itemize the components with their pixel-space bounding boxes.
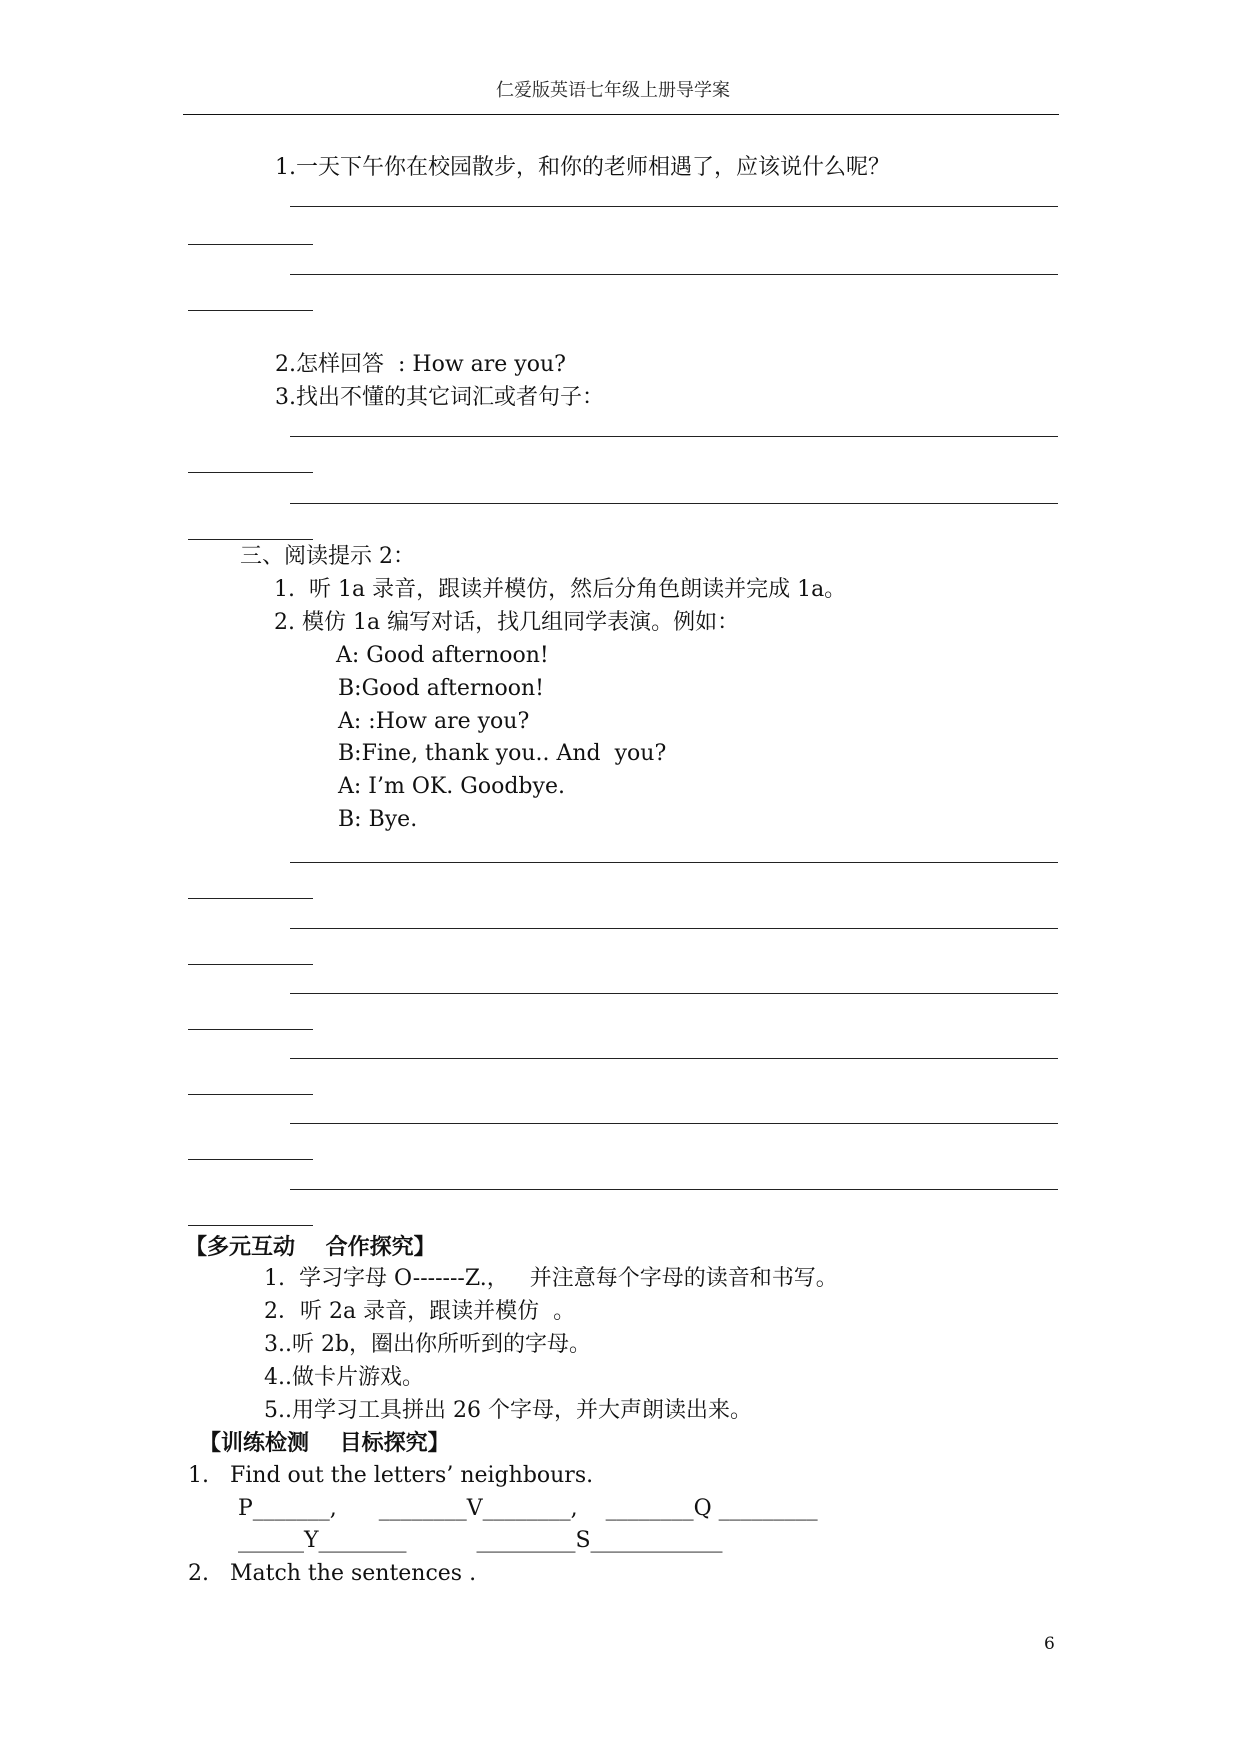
question-1: 1.一天下午你在校园散步，和你的老师相遇了，应该说什么呢？ [275,155,890,180]
interaction-item: 5..用学习工具拼出 26 个字母，并大声朗读出来。 [264,1398,752,1423]
exercise-1-row-2: ______Y________ _________S____________ [238,1528,723,1553]
answer-line [290,274,1058,275]
exercise-1-title: 1. Find out the letters’ neighbours. [188,1463,594,1488]
answer-line [290,1189,1058,1190]
answer-line-tail [188,964,313,965]
dialogue-line: A: :How are you? [338,709,530,734]
answer-line-tail [188,898,313,899]
answer-line-tail [188,310,313,311]
interaction-item: 4..做卡片游戏。 [264,1365,424,1390]
reading-hint-title: 三、阅读提示 2： [240,544,415,569]
answer-line [290,206,1058,207]
answer-line-tail [188,539,313,540]
answer-line [290,503,1058,504]
answer-line [290,993,1058,994]
answer-line [290,862,1058,863]
answer-line [290,1058,1058,1059]
interaction-item: 2．听 2a 录音，跟读并模仿 。 [264,1299,576,1324]
answer-line-tail [188,1094,313,1095]
answer-line-tail [188,1225,313,1226]
answer-line-tail [188,244,313,245]
answer-line [290,928,1058,929]
reading-hint-item-1: 1. 听 1a 录音，跟读并模仿，然后分角色朗读并完成 1a。 [274,577,847,602]
answer-line-tail [188,1159,313,1160]
answer-line-tail [188,1029,313,1030]
exercise-1-row-1: P_______, ________V________, ________Q _________ [238,1496,818,1521]
reading-hint-item-2: 2. 模仿 1a 编写对话，找几组同学表演。例如： [274,610,740,635]
page-number: 6 [1044,1634,1055,1654]
dialogue-line: B: Bye. [338,807,418,832]
dialogue-line: A: I’m OK. Goodbye. [338,774,565,799]
interaction-item: 1. 学习字母 O-------Z.， 并注意每个字母的读音和书写。 [264,1266,838,1291]
interaction-item: 3..听 2b，圈出你所听到的字母。 [264,1332,592,1357]
dialogue-line: B:Fine, thank you.. And you? [338,741,667,766]
dialogue-line: B:Good afternoon! [338,676,545,701]
question-2: 2.怎样回答 : How are you? [275,352,566,377]
interaction-section-title: 【多元互动 合作探究】 [185,1234,436,1260]
exercise-2-title: 2. Match the sentences . [188,1561,477,1586]
page-header-title: 仁爱版英语七年级上册导学案 [496,80,730,101]
dialogue-line: A: Good afternoon! [336,643,549,668]
header-rule [183,114,1059,115]
answer-line [290,436,1058,437]
answer-line [290,1123,1058,1124]
question-3: 3.找出不懂的其它词汇或者句子： [275,385,604,410]
answer-line-tail [188,472,313,473]
practice-section-title: 【训练检测 目标探究】 [199,1430,450,1456]
